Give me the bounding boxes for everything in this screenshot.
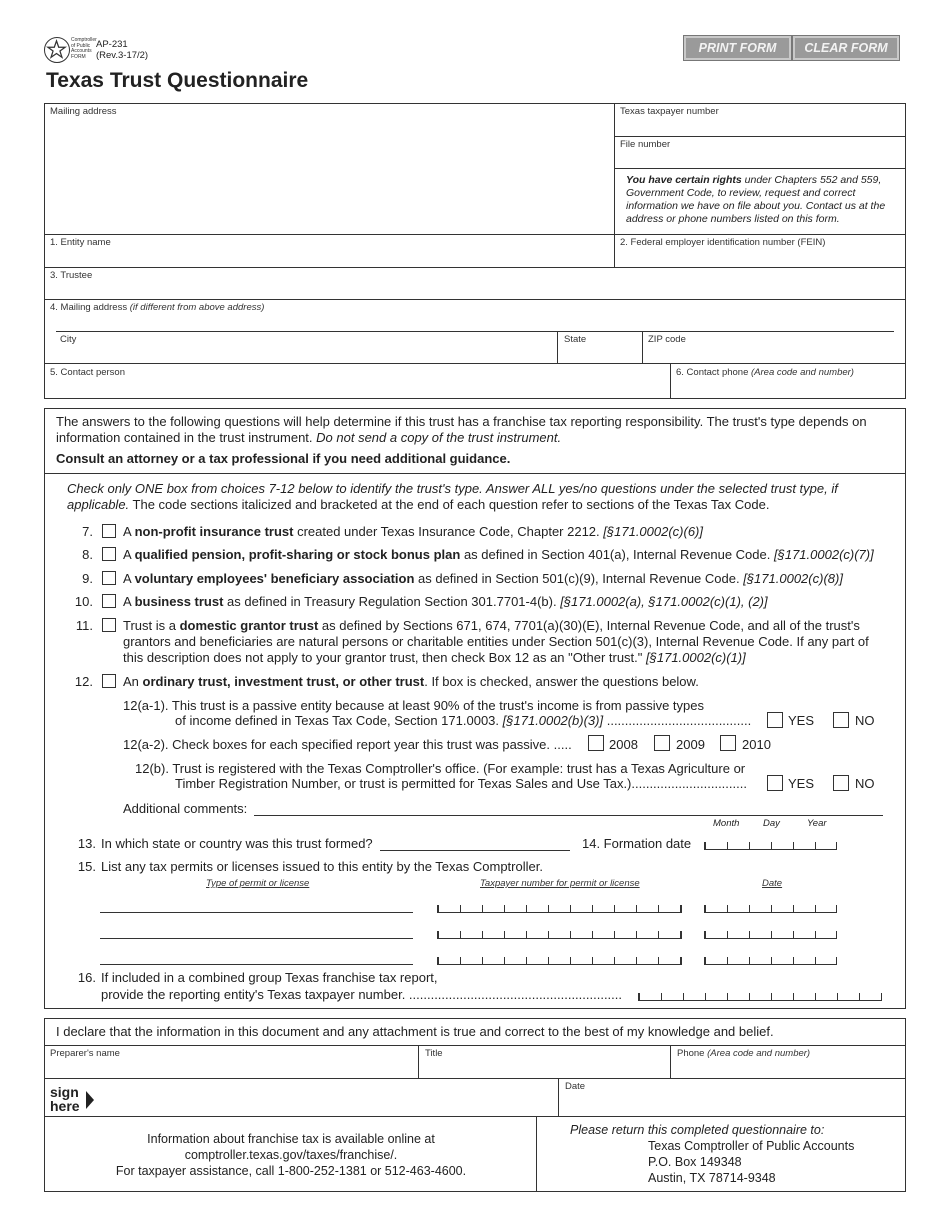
additional-comments-field[interactable] <box>254 815 883 816</box>
page-title: Texas Trust Questionnaire <box>46 69 309 92</box>
date-field[interactable] <box>562 1093 902 1114</box>
permit-date-field-3[interactable] <box>704 957 837 965</box>
privacy-rights-notice: You have certain rights under Chapters 552 and 559, Government Code, to review, request and correct information we have on file about you. Contact us at the address or phone numbers listed on this form. <box>626 174 886 225</box>
q12a1-line1: 12(a-1). This trust is a passive entity because at least 90% of the trust's income is from passive types <box>123 698 705 713</box>
state-field[interactable] <box>560 346 640 361</box>
preparer-phone-field[interactable] <box>674 1060 902 1076</box>
mailing-address-2-label: 4. Mailing address (if different from above address) <box>50 302 265 313</box>
sign-arrow-icon <box>86 1091 94 1109</box>
preparer-phone-label: Phone (Area code and number) <box>677 1048 811 1059</box>
return-instructions: Please return this completed questionnaire to: <box>570 1123 825 1137</box>
taxpayer-number-label: Texas taxpayer number <box>620 106 719 117</box>
item-7-checkbox[interactable] <box>102 524 116 538</box>
q16-line2: provide the reporting entity's Texas taxpayer number. ........................................................... <box>101 987 623 1002</box>
q13-text: In which state or country was this trust formed? <box>101 836 373 851</box>
entity-name-label: 1. Entity name <box>50 237 111 248</box>
zip-field[interactable] <box>645 346 895 361</box>
return-address: Texas Comptroller of Public Accounts P.O. Box 149348 Austin, TX 78714-9348 <box>648 1139 855 1185</box>
year-2008-checkbox[interactable] <box>588 735 604 751</box>
item-12-number: 12. <box>74 674 93 689</box>
fein-label: 2. Federal employer identification number (FEIN) <box>620 237 826 248</box>
permit-taxpayer-field-1[interactable] <box>437 905 682 913</box>
item-9-number: 9. <box>82 571 93 586</box>
title-field[interactable] <box>422 1060 666 1076</box>
permit-taxpayer-column-header: Taxpayer number for permit or license <box>480 878 640 889</box>
permit-type-field-3[interactable] <box>100 964 413 965</box>
item-11-number: 11. <box>75 618 93 633</box>
item-8-checkbox[interactable] <box>102 547 116 561</box>
permit-date-field-2[interactable] <box>704 931 837 939</box>
trustee-field[interactable] <box>48 282 902 297</box>
fein-field[interactable] <box>616 249 904 265</box>
contact-phone-label: 6. Contact phone (Area code and number) <box>676 367 854 378</box>
item-7-text: A non-profit insurance trust created under Texas Insurance Code, Chapter 2212. [§171.0002(c)(6)] <box>123 524 704 539</box>
city-field[interactable] <box>58 346 554 361</box>
preparer-name-field[interactable] <box>48 1060 414 1076</box>
declaration-text: I declare that the information in this document and any attachment is true and correct to the best of my knowledge and belief. <box>56 1024 774 1039</box>
item-11-checkbox[interactable] <box>102 618 116 632</box>
print-form-button[interactable]: PRINT FORM <box>684 36 791 60</box>
clear-form-button[interactable]: CLEAR FORM <box>793 36 899 60</box>
q12a2-text: 12(a-2). Check boxes for each specified report year this trust was passive. ..... <box>123 737 572 752</box>
item-12-text: An ordinary trust, investment trust, or other trust. If box is checked, answer the questions below. <box>123 674 699 689</box>
contact-person-label: 5. Contact person <box>50 367 125 378</box>
mailing-address-label: Mailing address <box>50 106 117 117</box>
trustee-label: 3. Trustee <box>50 270 93 281</box>
item-8-number: 8. <box>82 547 93 562</box>
file-number-field[interactable] <box>616 151 904 166</box>
q15-number: 15. <box>77 859 96 874</box>
q12a1-yes-label: YES <box>788 713 815 728</box>
form-number: AP-231 <box>96 39 128 50</box>
item-9-checkbox[interactable] <box>102 571 116 585</box>
year-2009-label: 2009 <box>676 737 705 752</box>
permit-type-column-header: Type of permit or license <box>206 878 310 889</box>
item-10-text: A business trust as defined in Treasury Regulation Section 301.7701-4(b). [§171.0002(a), §171.0002(c)(1), (2)] <box>123 594 768 609</box>
q12a1-line2: of income defined in Texas Tax Code, Section 171.0003. [§171.0002(b)(3)] ........................................ <box>175 713 752 728</box>
q12b-yes-label: YES <box>788 776 815 791</box>
q12a1-no-checkbox[interactable] <box>833 712 849 728</box>
comptroller-seal-logo <box>44 37 70 63</box>
permit-date-field-1[interactable] <box>704 905 837 913</box>
month-label: Month <box>713 818 740 829</box>
year-2008-label: 2008 <box>609 737 638 752</box>
permit-taxpayer-field-3[interactable] <box>437 957 682 965</box>
q12b-line2: Timber Registration Number, or trust is permitted for Texas Sales and Use Tax.)................................ <box>175 776 747 791</box>
form-number-block <box>96 39 148 61</box>
state-label: State <box>564 334 587 345</box>
file-number-label: File number <box>620 139 671 150</box>
q16-line1: If included in a combined group Texas franchise tax report, <box>101 970 438 985</box>
q12b-no-label: NO <box>855 776 875 791</box>
signature-field[interactable] <box>100 1082 554 1114</box>
consult-notice: Consult an attorney or a tax professional if you need additional guidance. <box>56 451 511 466</box>
taxpayer-number-field[interactable] <box>616 118 904 134</box>
q12b-line1: 12(b). Trust is registered with the Texas Comptroller's office. (For example: trust has a Texas Agriculture or <box>135 761 746 776</box>
q14-text: 14. Formation date <box>582 836 692 851</box>
instructions: Check only ONE box from choices 7-12 below to identify the trust's type. Answer ALL yes/no questions under the selected trust type, if applicable. The code sections italicized and bracketed at the end of each question refer to sections of the Texas Tax Code. <box>67 481 838 512</box>
date-label: Date <box>565 1081 586 1092</box>
year-2010-checkbox[interactable] <box>720 735 736 751</box>
year-label: Year <box>807 818 827 829</box>
intro-paragraph: The answers to the following questions will help determine if this trust has a franchise tax reporting responsibility. The trust's type depends on information contained in the trust instrument. Do not send a copy of the trust instrument. <box>56 414 867 445</box>
formation-date-field[interactable] <box>704 842 837 850</box>
permit-date-column-header: Date <box>762 878 783 889</box>
city-label: City <box>60 334 77 345</box>
permit-type-field-1[interactable] <box>100 912 413 913</box>
item-11-text: Trust is a domestic grantor trust as defined by Sections 671, 674, 7701(a)(30)(E), Internal Revenue Code, and all of the trust's grantors and beneficiaries are natural persons or charitable entities under Section 501(c)(3), Internal Revenue Code. If any part of this description does not apply to your grantor trust, then check Box 12 as an "Other trust." [§171.0002(c)(1)] <box>123 618 869 665</box>
day-label: Day <box>763 818 780 829</box>
q12b-yes-checkbox[interactable] <box>767 775 783 791</box>
year-2009-checkbox[interactable] <box>654 735 670 751</box>
permit-taxpayer-field-2[interactable] <box>437 931 682 939</box>
combined-group-taxpayer-field[interactable] <box>638 993 882 1001</box>
q12a1-yes-checkbox[interactable] <box>767 712 783 728</box>
item-9-text: A voluntary employees' beneficiary association as defined in Section 501(c)(9), Internal Revenue Code. [§171.0002(c)(8)] <box>123 571 843 586</box>
item-8-text: A qualified pension, profit-sharing or stock bonus plan as defined in Section 401(a), Internal Revenue Code. [§171.0002(c)(7)] <box>123 547 874 562</box>
sign-here-marker: sign here <box>50 1084 80 1114</box>
franchise-tax-info: Information about franchise tax is available online at comptroller.texas.gov/taxes/franchise/. For taxpayer assistance, call 1-800-252-1381 or 512-463-4600. <box>115 1132 467 1178</box>
q16-number: 16. <box>77 970 96 985</box>
zip-label: ZIP code <box>648 334 686 345</box>
q12a1-no-label: NO <box>855 713 875 728</box>
q13-number: 13. <box>77 836 96 851</box>
mailing-address-2-field[interactable] <box>48 314 902 330</box>
q15-text: List any tax permits or licenses issued to this entity by the Texas Comptroller. <box>101 859 543 874</box>
item-12-checkbox[interactable] <box>102 674 116 688</box>
entity-name-field[interactable] <box>48 249 610 265</box>
item-7-number: 7. <box>82 524 93 539</box>
contact-person-field[interactable] <box>48 379 666 396</box>
logo-text: Comptroller of Public Accounts FORM <box>71 37 97 60</box>
additional-comments-label: Additional comments: <box>123 801 248 816</box>
year-2010-label: 2010 <box>742 737 771 752</box>
item-10-number: 10. <box>74 594 93 609</box>
mailing-address-field[interactable] <box>48 118 610 230</box>
title-label: Title <box>425 1048 443 1059</box>
item-10-checkbox[interactable] <box>102 594 116 608</box>
permit-type-field-2[interactable] <box>100 938 413 939</box>
form-revision: (Rev.3-17/2) <box>96 50 149 61</box>
contact-phone-field[interactable] <box>673 379 903 396</box>
star-icon <box>45 38 68 61</box>
formation-state-field[interactable] <box>380 850 570 851</box>
q12b-no-checkbox[interactable] <box>833 775 849 791</box>
preparer-name-label: Preparer's name <box>50 1048 120 1059</box>
